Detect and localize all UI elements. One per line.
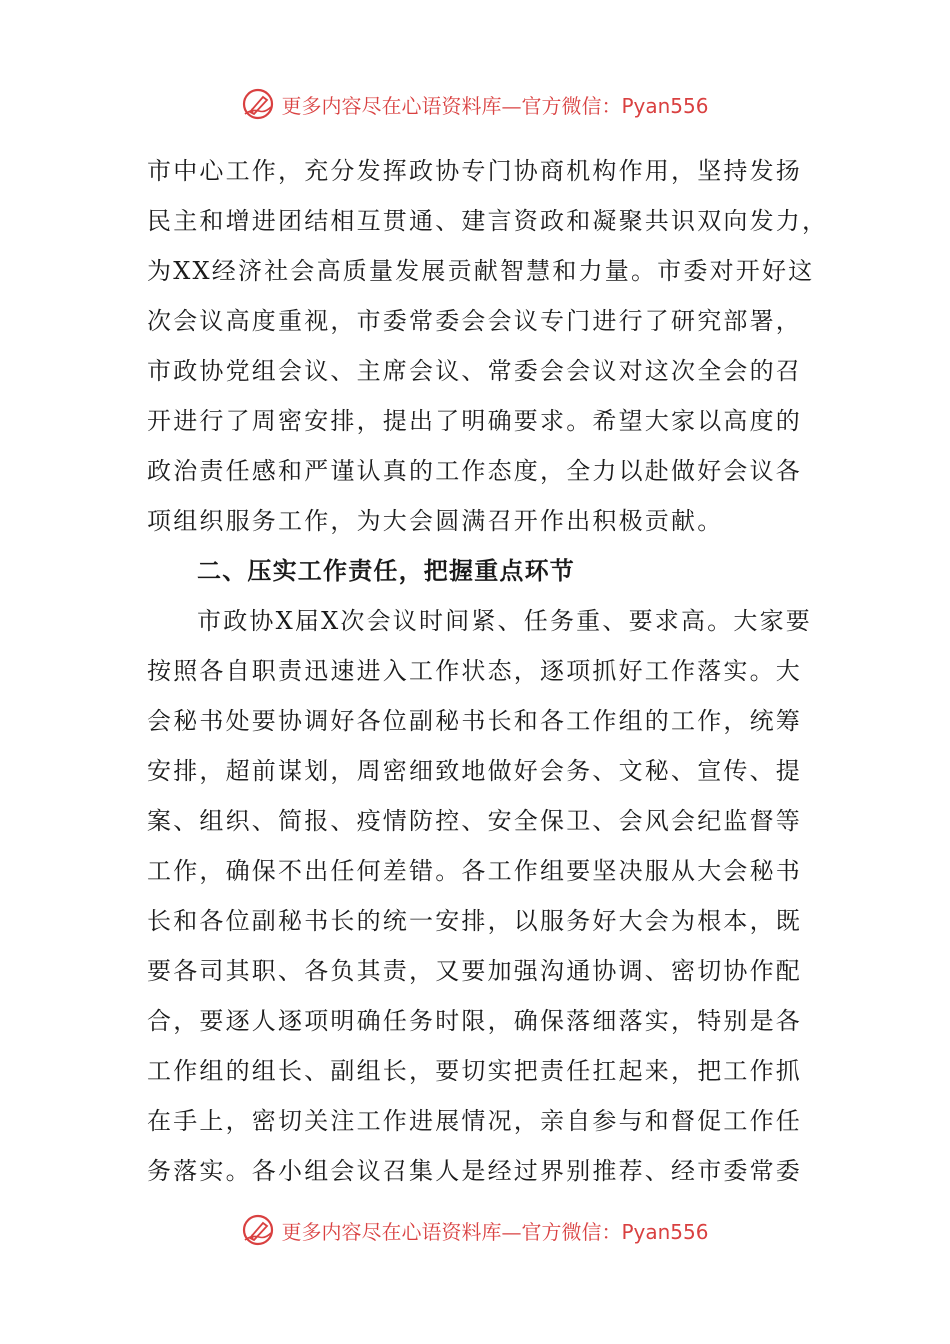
footer-banner-text: [281, 1216, 708, 1245]
body-line: 在手上，密切关注工作进展情况，亲自参与和督促工作任: [147, 1107, 802, 1135]
body-line: 市政协X届X次会议时间紧、任务重、要求高。大家要: [197, 607, 812, 635]
body-line: 长和各位副秘书长的统一安排，以服务好大会为根本，既: [147, 907, 802, 935]
footer-separator: —: [501, 1219, 522, 1244]
body-line: 市政协党组会议、主席会议、常委会会议对这次全会的召: [147, 357, 802, 385]
body-line: 工作组的组长、副组长，要切实把责任扛起来，把工作抓: [147, 1057, 802, 1085]
body-line: 市中心工作，充分发挥政协专门协商机构作用，坚持发扬: [147, 157, 802, 185]
pen-logo-icon: [241, 1213, 275, 1247]
footer-brand: 更多内容尽在心语资料库: [281, 1219, 502, 1244]
body-line: 民主和增进团结相互贯通、建言资政和凝聚共识双向发力，: [147, 207, 829, 235]
body-line: 案、组织、简报、疫情防控、安全保卫、会风会纪监督等: [147, 807, 802, 835]
body-line: 合，要逐人逐项明确任务时限，确保落细落实，特别是各: [147, 1007, 802, 1035]
body-line: 开进行了周密安排，提出了明确要求。希望大家以高度的: [147, 407, 802, 435]
body-line: 政治责任感和严谨认真的工作态度，全力以赴做好会议各: [147, 457, 802, 485]
footer-banner: [0, 1210, 950, 1250]
body-line: 工作，确保不出任何差错。各工作组要坚决服从大会秘书: [147, 857, 802, 885]
header-separator: —: [501, 93, 522, 118]
header-wechat: 官方微信：Pyan556: [521, 93, 709, 118]
body-line: 会秘书处要协调好各位副秘书长和各工作组的工作，统筹: [147, 707, 802, 735]
body-line: 为XX经济社会高质量发展贡献智慧和力量。市委对开好这: [147, 257, 815, 285]
body-line: 按照各自职责迅速进入工作状态，逐项抓好工作落实。大: [147, 657, 802, 685]
footer-wechat: 官方微信：Pyan556: [521, 1219, 709, 1244]
header-banner: [0, 84, 950, 124]
body-line: 务落实。各小组会议召集人是经过界别推荐、经市委常委: [147, 1157, 802, 1185]
header-banner-text: [281, 90, 708, 119]
body-line: 项组织服务工作，为大会圆满召开作出积极贡献。: [147, 507, 724, 535]
pen-logo-icon: [241, 87, 275, 121]
section-heading: 二、压实工作责任，把握重点环节: [197, 557, 575, 585]
header-brand: 更多内容尽在心语资料库: [281, 93, 502, 118]
body-line: 要各司其职、各负其责，又要加强沟通协调、密切协作配: [147, 957, 802, 985]
body-line: 次会议高度重视，市委常委会会议专门进行了研究部署，: [147, 307, 802, 335]
document-body: [147, 146, 829, 1196]
body-line: 安排，超前谋划，周密细致地做好会务、文秘、宣传、提: [147, 757, 802, 785]
